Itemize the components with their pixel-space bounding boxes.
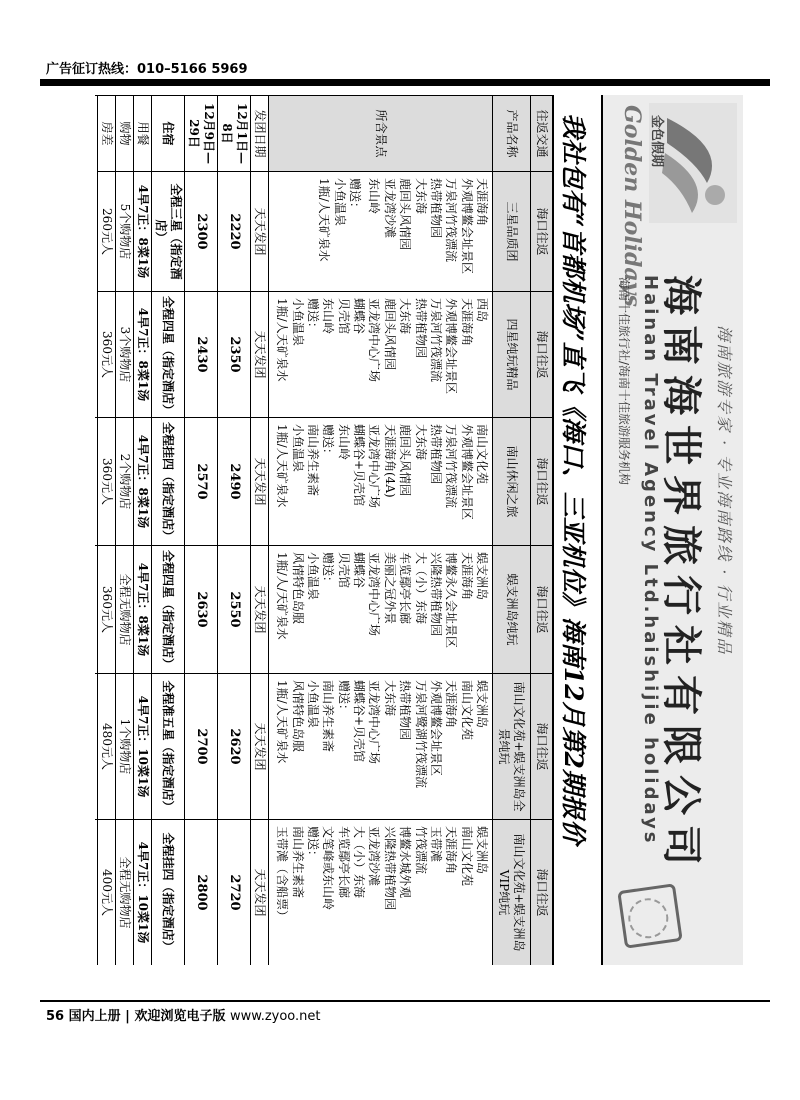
price-range2-6: 2800 bbox=[185, 820, 218, 966]
scenic-item: 外观博鳌会址景区 bbox=[444, 298, 459, 395]
page-footer bbox=[46, 1005, 321, 1024]
label-product: 产品名称 bbox=[493, 96, 531, 172]
shopping-5: 1个购物店 bbox=[116, 674, 134, 820]
hotel-2: 全程四星（指定酒店） bbox=[152, 292, 185, 418]
depart-6: 天天发团 bbox=[251, 820, 269, 966]
route-5: 海口往返 bbox=[531, 674, 553, 820]
contact-qq bbox=[95, 418, 98, 546]
scenic-item: 亚龙湾中心广场 bbox=[367, 424, 382, 509]
price-range2-5: 2700 bbox=[185, 674, 218, 820]
scenic-item: 热带植物园 bbox=[428, 424, 443, 485]
scenic-item: 博鳌永久会址景区 bbox=[444, 552, 459, 649]
scenic-item: 蜈支洲岛 bbox=[475, 680, 489, 729]
scenic-list-5 bbox=[269, 674, 493, 820]
price-table bbox=[95, 95, 553, 965]
scenic-item: 蝴蝶谷 bbox=[352, 298, 367, 335]
scenic-item: 南山文化苑 bbox=[475, 424, 489, 485]
award-stamp-icon bbox=[617, 883, 683, 949]
price-range2-1: 2300 bbox=[185, 172, 218, 292]
scenic-item: 南山文化苑 bbox=[459, 826, 474, 887]
scenic-item: 南山养生素斋 bbox=[306, 424, 321, 497]
scenic-item: 大（小）东海 bbox=[352, 826, 367, 899]
table-row bbox=[493, 96, 531, 966]
hotel-3: 全程挂四（指定酒店） bbox=[152, 418, 185, 546]
rotated-ad-block bbox=[95, 95, 743, 965]
scenic-item: 万泉河鹭湖竹筏漂流 bbox=[413, 680, 428, 789]
route-6: 海口往返 bbox=[531, 820, 553, 966]
scenic-item: 西岛 bbox=[475, 298, 489, 323]
route-4: 海口往返 bbox=[531, 546, 553, 674]
footer-rule bbox=[40, 1000, 770, 1002]
scenic-item: 外观博鳌会址景区 bbox=[459, 178, 474, 275]
label-meals: 用餐 bbox=[134, 96, 152, 172]
scenic-item: 亚龙湾沙滩 bbox=[382, 178, 397, 239]
scenic-list-2 bbox=[269, 292, 493, 418]
scenic-list-4 bbox=[269, 546, 493, 674]
table-row bbox=[251, 96, 269, 966]
price-range1-2: 2350 bbox=[218, 292, 251, 418]
scenic-list-3 bbox=[269, 418, 493, 546]
label-depart: 发团日期 bbox=[251, 96, 269, 172]
ad-content bbox=[95, 95, 743, 965]
table-row bbox=[185, 96, 218, 966]
price-range2-2: 2430 bbox=[185, 292, 218, 418]
scenic-item: 蝴蝶谷+贝壳馆 bbox=[352, 680, 367, 763]
scenic-item: 热带植物园 bbox=[413, 298, 428, 359]
scenic-item: 风情特色岛服 bbox=[290, 680, 305, 753]
label-range-1: 12月1日—8日 bbox=[218, 96, 251, 172]
price-title-bar bbox=[553, 95, 601, 965]
scenic-item: 蝴蝶谷+贝壳馆 bbox=[352, 424, 367, 507]
contact-msn bbox=[95, 546, 98, 674]
scenic-item: 鹿回头风情园 bbox=[382, 298, 397, 371]
scenic-item: 1瓶/人天矿泉水 bbox=[275, 424, 290, 508]
scenic-item: 美丽之冠外景 bbox=[382, 552, 397, 625]
scenic-item: 天涯海角(4A) bbox=[382, 424, 397, 498]
scenic-item: 东山岭 bbox=[321, 298, 336, 335]
table-row bbox=[269, 96, 493, 966]
product-2: 四星纯玩精品 bbox=[493, 292, 531, 418]
scenic-item: 赠送： bbox=[306, 298, 321, 335]
scenic-item: 小鱼温泉 bbox=[306, 680, 321, 729]
scenic-item: 热带植物园 bbox=[428, 178, 443, 239]
depart-2: 天天发团 bbox=[251, 292, 269, 418]
product-1: 三星品质团 bbox=[493, 172, 531, 292]
scenic-item: 南山养生素斋 bbox=[321, 680, 336, 753]
price-range1-5: 2620 bbox=[218, 674, 251, 820]
scenic-item: 热带植物园 bbox=[398, 680, 413, 741]
scenic-item: 1瓶/人/天矿泉水 bbox=[275, 552, 290, 640]
scenic-item: 车览鄢亭长廊 bbox=[398, 552, 413, 625]
company-honors: 海南十佳旅行社/海南十佳旅游服务机构 bbox=[617, 277, 631, 486]
room-4: 360元人 bbox=[98, 546, 116, 674]
scenic-item: 小鱼温泉 bbox=[332, 178, 347, 227]
scenic-item: 小鱼温泉 bbox=[290, 298, 305, 347]
scenic-item: 风情特色岛服 bbox=[290, 552, 305, 625]
shopping-4: 全程无购物店 bbox=[116, 546, 134, 674]
product-6: 南山文化苑+蜈支洲岛VIP纯玩 bbox=[493, 820, 531, 966]
logo-cn: 金色假期 bbox=[649, 115, 664, 168]
shopping-2: 3个购物店 bbox=[116, 292, 134, 418]
table-row bbox=[218, 96, 251, 966]
route-1: 海口往返 bbox=[531, 172, 553, 292]
scenic-item: 赠送： bbox=[321, 552, 336, 589]
price-range1-1: 2220 bbox=[218, 172, 251, 292]
scenic-item: 东山岭 bbox=[367, 178, 382, 215]
depart-3: 天天发团 bbox=[251, 418, 269, 546]
price-range1-4: 2550 bbox=[218, 546, 251, 674]
room-3: 360元人 bbox=[98, 418, 116, 546]
depart-5: 天天发团 bbox=[251, 674, 269, 820]
golden-holidays-logo bbox=[649, 103, 737, 223]
meals-2: 4早7正：8菜1汤 bbox=[134, 292, 152, 418]
footer-separator: | bbox=[125, 1009, 130, 1024]
page-number: 56 bbox=[46, 1009, 65, 1024]
hotel-5: 全程准五星（指定酒店） bbox=[152, 674, 185, 820]
depart-4: 天天发团 bbox=[251, 546, 269, 674]
scenic-item: 车览鄢亭长廊 bbox=[336, 826, 351, 899]
room-5: 480元人 bbox=[98, 674, 116, 820]
company-header bbox=[601, 95, 743, 965]
scenic-list-6 bbox=[269, 820, 493, 966]
scenic-item: 天涯海角 bbox=[444, 826, 459, 875]
label-room: 房差 bbox=[98, 96, 116, 172]
contact-fax bbox=[95, 674, 98, 820]
hotel-6: 全程挂四（指定酒店） bbox=[152, 820, 185, 966]
logo-words: Golden Holidays bbox=[619, 105, 645, 307]
scenic-item: 天涯海角 bbox=[444, 680, 459, 729]
scenic-item: 外观博鳌会址景区 bbox=[459, 424, 474, 521]
scenic-item: 赠送： bbox=[306, 826, 321, 863]
meals-5: 4早7正：10菜1汤 bbox=[134, 674, 152, 820]
label-shopping: 购物 bbox=[116, 96, 134, 172]
table-row bbox=[98, 96, 116, 966]
label-route: 往返交通 bbox=[531, 96, 553, 172]
shopping-1: 5个购物店 bbox=[116, 172, 134, 292]
scenic-item: 万泉河竹筏漂流 bbox=[444, 178, 459, 263]
shopping-6: 全程无购物店 bbox=[116, 820, 134, 966]
scenic-item: 兴隆热带植物园 bbox=[382, 826, 397, 911]
scenic-item: 亚龙湾中心广场 bbox=[367, 298, 382, 383]
ad-hotline: 广告征订热线：010–5166 5969 bbox=[46, 62, 248, 77]
route-3: 海口往返 bbox=[531, 418, 553, 546]
scenic-item: 玉带滩 bbox=[428, 826, 443, 863]
scenic-item: 大东海 bbox=[413, 178, 428, 215]
scenic-item: 文笔峰或东山岭 bbox=[321, 826, 336, 911]
table-row bbox=[152, 96, 185, 966]
scenic-item: 大（小）东海 bbox=[413, 552, 428, 625]
scenic-item: 贝壳馆 bbox=[336, 298, 351, 335]
scenic-item: 万泉河竹筏漂流 bbox=[444, 424, 459, 509]
scenic-list-1 bbox=[269, 172, 493, 292]
scenic-item: 南山文化苑 bbox=[459, 680, 474, 741]
table-row bbox=[531, 96, 553, 966]
price-range1-3: 2490 bbox=[218, 418, 251, 546]
scenic-item: 蝴蝶谷 bbox=[352, 552, 367, 589]
scenic-item: 大东海 bbox=[398, 298, 413, 335]
scenic-item: 外观博鳌会址景区 bbox=[428, 680, 443, 777]
scenic-item: 贝壳馆 bbox=[336, 552, 351, 589]
label-scenic: 所含景点 bbox=[269, 96, 493, 172]
scenic-item: 鹿回头风情园 bbox=[398, 424, 413, 497]
hotel-4: 全程四星（指定酒店） bbox=[152, 546, 185, 674]
scenic-item: 亚龙湾中心广场 bbox=[367, 552, 382, 637]
contact-phones bbox=[95, 96, 98, 418]
meals-3: 4早7正：8菜1汤 bbox=[134, 418, 152, 546]
scenic-item: 赠送： bbox=[321, 424, 336, 461]
scenic-item: 小鱼温泉 bbox=[290, 424, 305, 473]
room-6: 400元人 bbox=[98, 820, 116, 966]
company-name-en: Hainan Travel Agency Ltd.haishijie holidays bbox=[640, 275, 661, 846]
footer-text: 欢迎浏览电子版 bbox=[134, 1009, 226, 1024]
scenic-item: 蜈支洲岛 bbox=[475, 552, 489, 601]
company-slogan: 海南旅游专家 · 专业海南路线 · 行业精品 bbox=[715, 325, 734, 656]
section-name: 国内上册 bbox=[68, 1009, 121, 1024]
table-row bbox=[116, 96, 134, 966]
scenic-item: 博鳌水城外观 bbox=[398, 826, 413, 899]
room-2: 360元人 bbox=[98, 292, 116, 418]
scenic-item: 蜈支洲岛 bbox=[475, 826, 489, 875]
price-range2-3: 2570 bbox=[185, 418, 218, 546]
scenic-item: 天涯海角 bbox=[475, 178, 489, 227]
company-name-cn: 海南海世界旅行社有限公司 bbox=[658, 275, 705, 875]
meals-4: 4早7正：8菜1汤 bbox=[134, 546, 152, 674]
depart-1: 天天发团 bbox=[251, 172, 269, 292]
scenic-item: 赠送： bbox=[348, 178, 363, 215]
scenic-item: 亚龙湾中心广场 bbox=[367, 680, 382, 765]
scenic-item: 东山岭 bbox=[336, 424, 351, 461]
product-5: 南山文化苑+蜈支洲岛全景纯玩 bbox=[493, 674, 531, 820]
scenic-item: 1瓶/人天矿泉水 bbox=[317, 178, 332, 262]
hotel-1: 全程三星（指定酒店） bbox=[152, 172, 185, 292]
price-range2-4: 2630 bbox=[185, 546, 218, 674]
scenic-item: 1瓶/人天矿泉水 bbox=[275, 680, 290, 764]
scenic-item: 天涯海角 bbox=[459, 552, 474, 601]
footer-url[interactable]: www.zyoo.net bbox=[230, 1009, 321, 1024]
scenic-item: 亚龙湾沙滩 bbox=[367, 826, 382, 887]
meals-1: 4早7正：8菜1汤 bbox=[134, 172, 152, 292]
price-title: 我社包有“首都机场”直飞《海口、三亚机位》海南12月第2期报价 bbox=[559, 113, 588, 844]
scenic-item: 天涯海角 bbox=[459, 298, 474, 347]
top-rule bbox=[40, 79, 770, 86]
scenic-item: 玉带滩（含船票） bbox=[275, 826, 290, 923]
scenic-item: 兴隆热带植物园 bbox=[428, 552, 443, 637]
label-range-2: 12月9日—29日 bbox=[185, 96, 218, 172]
scenic-item: 小鱼温泉 bbox=[306, 552, 321, 601]
label-hotel: 住宿 bbox=[152, 96, 185, 172]
scenic-item: 万泉河竹筏漂流 bbox=[428, 298, 443, 383]
product-4: 蜈支洲岛纯玩 bbox=[493, 546, 531, 674]
price-range1-6: 2720 bbox=[218, 820, 251, 966]
scenic-item: 鹿回头风情园 bbox=[398, 178, 413, 251]
scenic-item: 大东海 bbox=[382, 680, 397, 717]
table-row bbox=[134, 96, 152, 966]
route-2: 海口往返 bbox=[531, 292, 553, 418]
product-3: 南山休闲之旅 bbox=[493, 418, 531, 546]
scenic-item: 赠送： bbox=[336, 680, 351, 717]
shopping-3: 2个购物店 bbox=[116, 418, 134, 546]
scenic-item: 大东海 bbox=[413, 424, 428, 461]
scenic-item: 1瓶/人天矿泉水 bbox=[275, 298, 290, 382]
scenic-item: 南山养生素斋 bbox=[290, 826, 305, 899]
scenic-item: 竹筏漂流 bbox=[413, 826, 428, 875]
room-1: 260元人 bbox=[98, 172, 116, 292]
meals-6: 4早7正：10菜1汤 bbox=[134, 820, 152, 966]
